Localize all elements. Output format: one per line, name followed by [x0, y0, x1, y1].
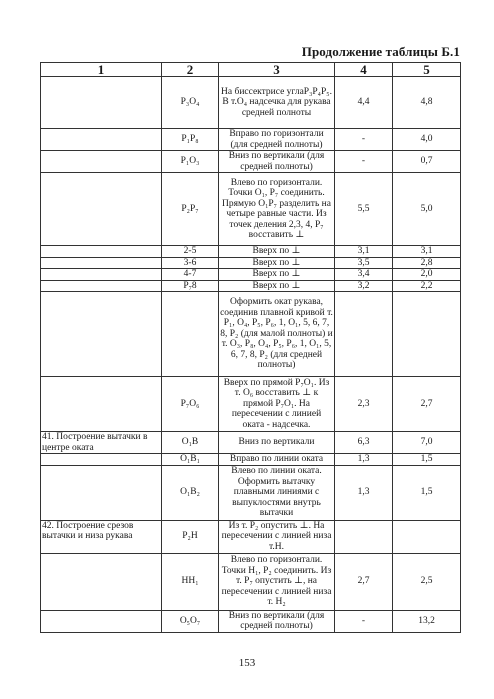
- cell-col-2: [162, 292, 219, 377]
- cell-col-5: [393, 292, 461, 377]
- cell-col-3: Вверх по ⊥: [219, 246, 335, 258]
- cell-col-1: [41, 454, 162, 466]
- cell-col-1: [41, 292, 162, 377]
- cell-col-1: [41, 246, 162, 258]
- cell-col-1: [41, 173, 162, 246]
- table-caption: Продолжение таблицы Б.1: [301, 44, 460, 59]
- cell-col-2: 2-5: [162, 246, 219, 258]
- cell-col-3: Вниз по вертикали (для средней полноты): [219, 610, 335, 632]
- header-col-5: 5: [393, 63, 461, 77]
- table-row: [41, 553, 461, 610]
- cell-col-2: P₇8: [162, 280, 219, 292]
- cell-col-3: Вниз по вертикали (для средней полноты): [219, 151, 335, 173]
- cell-col-3: Вправо по линии оката: [219, 454, 335, 466]
- cell-col-4: 3,5: [335, 257, 393, 269]
- cell-col-5: 5,0: [393, 173, 461, 246]
- table-row: [41, 280, 461, 292]
- cell-col-4: 3,4: [335, 269, 393, 281]
- table-row: [41, 77, 461, 129]
- cell-col-5: 1,5: [393, 454, 461, 466]
- cell-col-3: Вниз по вертикали: [219, 432, 335, 454]
- cell-col-5: 2,8: [393, 257, 461, 269]
- cell-col-5: 13,2: [393, 610, 461, 632]
- table-row: [41, 269, 461, 281]
- cell-col-3: Вверх по ⊥: [219, 280, 335, 292]
- cell-col-2: P₂P₇: [162, 173, 219, 246]
- cell-col-3: Из т. P₂ опустить ⊥. На пересечении с линией низа т.H.: [219, 520, 335, 553]
- cell-col-4: 1,3: [335, 454, 393, 466]
- cell-col-2: P₁P₈: [162, 129, 219, 151]
- cell-col-2: P₁O₃: [162, 151, 219, 173]
- cell-col-4: 4,4: [335, 77, 393, 129]
- cell-col-4: 1,3: [335, 465, 393, 520]
- cell-col-4: 5,5: [335, 173, 393, 246]
- page-number: 153: [238, 657, 256, 669]
- table-row: [41, 129, 461, 151]
- table-row: [41, 292, 461, 377]
- cell-col-2: O₅O₇: [162, 610, 219, 632]
- cell-col-4: 6,3: [335, 432, 393, 454]
- cell-col-3: Влево по линии оката. Оформить вытачку плавными линиями с выпуклостями внутрь вытачки: [219, 465, 335, 520]
- cell-col-5: 1,5: [393, 465, 461, 520]
- cell-col-1: [41, 553, 162, 610]
- cell-col-1: [41, 151, 162, 173]
- cell-col-4: 2,3: [335, 377, 393, 432]
- cell-col-2: P₂H: [162, 520, 219, 553]
- cell-col-1: 42. Построение срезов вытачки и низа рукава: [41, 520, 162, 553]
- table-row: [41, 520, 461, 553]
- cell-col-5: 2,2: [393, 280, 461, 292]
- header-col-1: 1: [41, 63, 162, 77]
- cell-col-1: 41. Построение вытачки в центре оката: [41, 432, 162, 454]
- header-col-2: 2: [162, 63, 219, 77]
- cell-col-2: O₁B₁: [162, 454, 219, 466]
- cell-col-1: [41, 465, 162, 520]
- cell-col-5: 4,8: [393, 77, 461, 129]
- header-col-3: 3: [219, 63, 335, 77]
- cell-col-2: P₇O₆: [162, 377, 219, 432]
- cell-col-5: 2,5: [393, 553, 461, 610]
- cell-col-1: [41, 77, 162, 129]
- cell-col-2: P₃O₄: [162, 77, 219, 129]
- table-row: [41, 151, 461, 173]
- table-row: [41, 610, 461, 632]
- cell-col-5: 3,1: [393, 246, 461, 258]
- cell-col-2: 3-6: [162, 257, 219, 269]
- cell-col-1: [41, 269, 162, 281]
- cell-col-3: Вверх по ⊥: [219, 257, 335, 269]
- cell-col-4: [335, 520, 393, 553]
- table-row: [41, 377, 461, 432]
- cell-col-3: Влево по горизонтали. Точки H₁, P₂ соединить. Из т. P₇ опустить ⊥, на пересечении с линией низа т. H₂: [219, 553, 335, 610]
- cell-col-4: -: [335, 151, 393, 173]
- cell-col-2: O₁B: [162, 432, 219, 454]
- cell-col-5: 2,0: [393, 269, 461, 281]
- cell-col-5: 0,7: [393, 151, 461, 173]
- cell-col-2: 4-7: [162, 269, 219, 281]
- cell-col-1: [41, 610, 162, 632]
- cell-col-4: 3,2: [335, 280, 393, 292]
- cell-col-3: Вверх по прямой P₇O₁. Из т. O₆ восставить ⊥ к прямой P₇O₁. На пересечении с линией оката - надсечка.: [219, 377, 335, 432]
- cell-col-3: На биссектрисе углаP₃P₄P₅. В т.O₄ надсечка для рукава средней полноты: [219, 77, 335, 129]
- cell-col-4: 2,7: [335, 553, 393, 610]
- cell-col-4: -: [335, 610, 393, 632]
- table-row: [41, 432, 461, 454]
- table-row: [41, 454, 461, 466]
- cell-col-4: 3,1: [335, 246, 393, 258]
- construction-table: [40, 62, 461, 633]
- table-header-row: [41, 63, 461, 77]
- cell-col-3: Влево по горизонтали. Точки O₁, P₇ соединить. Прямую O₁P₇ разделить на четыре равные части. Из точек деления 2,3, 4, P₇ восставить ⊥: [219, 173, 335, 246]
- table-row: [41, 465, 461, 520]
- cell-col-5: 7,0: [393, 432, 461, 454]
- cell-col-2: HH₁: [162, 553, 219, 610]
- cell-col-3: Вверх по ⊥: [219, 269, 335, 281]
- cell-col-1: [41, 129, 162, 151]
- header-col-4: 4: [335, 63, 393, 77]
- cell-col-1: [41, 280, 162, 292]
- table-row: [41, 246, 461, 258]
- cell-col-3: Оформить окат рукава, соединив плавной кривой т. P₁, O₄, P₅, P₆, 1, O₁, 5, 6, 7, 8, P₂ (для малой полноты) и т. O₃, P₈, O₄, P₅, P₆, 1, O₁, 5, 6, 7, 8, P₂ (для средней полноты): [219, 292, 335, 377]
- cell-col-2: O₁B₂: [162, 465, 219, 520]
- table-row: [41, 173, 461, 246]
- table-row: [41, 257, 461, 269]
- cell-col-1: [41, 377, 162, 432]
- cell-col-4: [335, 292, 393, 377]
- cell-col-5: 2,7: [393, 377, 461, 432]
- cell-col-5: [393, 520, 461, 553]
- cell-col-5: 4,0: [393, 129, 461, 151]
- cell-col-4: -: [335, 129, 393, 151]
- cell-col-1: [41, 257, 162, 269]
- cell-col-3: Вправо по горизонтали (для средней полноты): [219, 129, 335, 151]
